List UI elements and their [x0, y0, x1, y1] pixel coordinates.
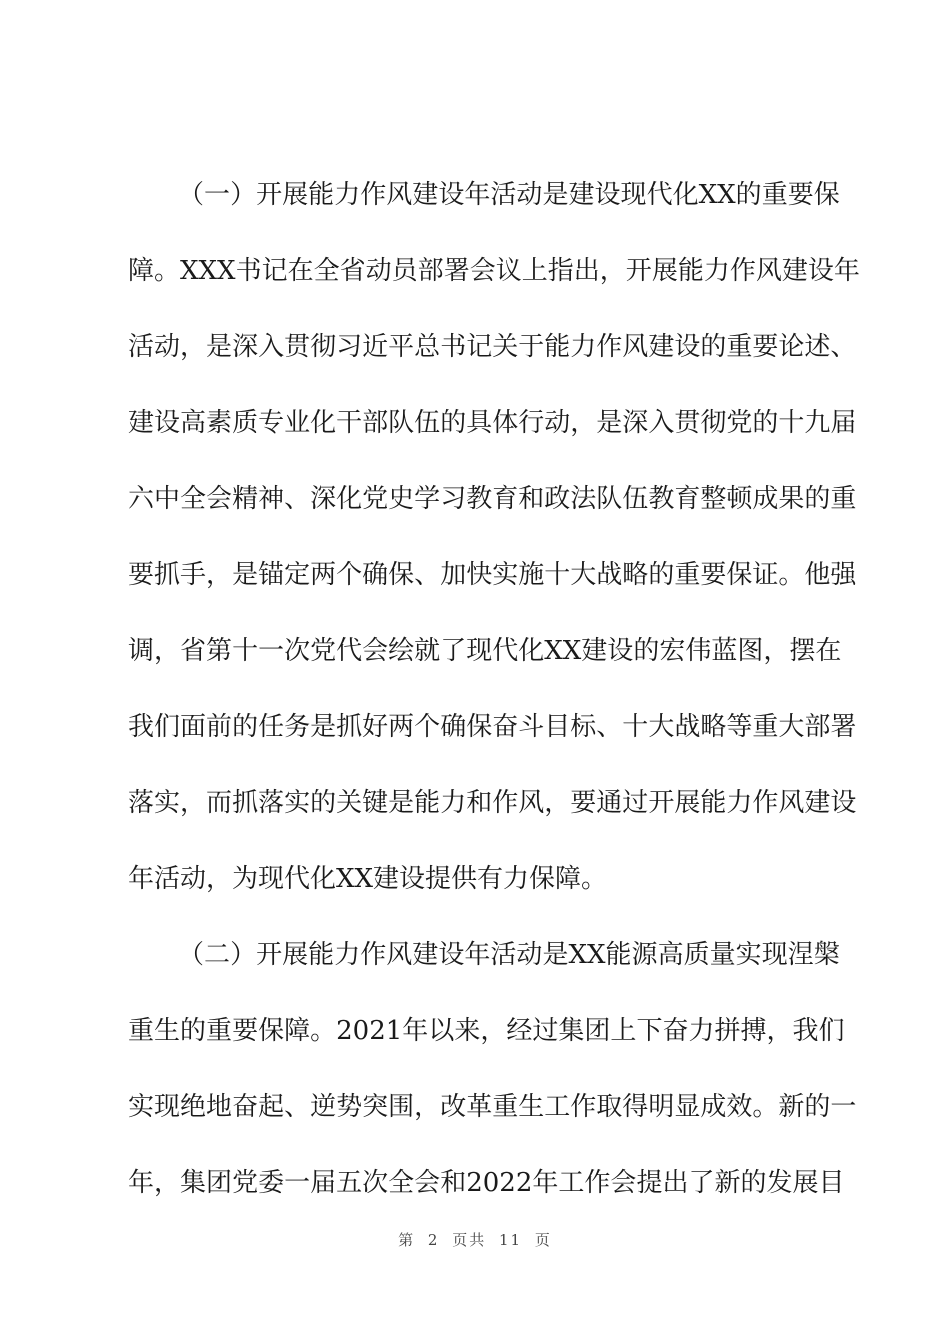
page-number-footer: 第 2 页共 11 页	[398, 1231, 552, 1249]
text-line: 建 设 高 素 质 专 业 化 干 部 队 伍 的 具 体 行 动 ， 是 深 入 贯 彻 党 的 十 九 届	[128, 408, 857, 438]
text-line: 落 实 ， 而 抓 落 实 的 关 键 是 能 力 和 作 风 ， 要 通 过 开 展 能 力 作 风 建 设	[128, 788, 857, 818]
paragraph-1-line-10	[0, 859, 950, 899]
paragraph-2-line-2	[0, 1011, 950, 1051]
paragraph-1-line-4	[0, 403, 950, 443]
paragraph-2-line-3	[0, 1087, 950, 1127]
paragraph-1-line-9	[0, 783, 950, 823]
text-line: 年活动，为现代化XX建设提供有力保障。	[128, 864, 608, 894]
paragraph-1-line-5	[0, 479, 950, 519]
text-line: （ 二 ） 开 展 能 力 作 风 建 设 年 活 动 是 XX 能 源 高 质 量 实 现 涅 槃	[178, 940, 840, 970]
text-line: （ 一 ） 开 展 能 力 作 风 建 设 年 活 动 是 建 设 现 代 化 XX 的 重 要 保	[178, 180, 840, 210]
paragraph-1-line-7	[0, 631, 950, 671]
paragraph-2-line-4	[0, 1163, 950, 1203]
paragraph-1-line-2	[0, 251, 950, 291]
text-line: 实 现 绝 地 奋 起 、 逆 势 突 围 ， 改 革 重 生 工 作 取 得 明 显 成 效 。 新 的 一	[128, 1092, 857, 1122]
text-line: 六 中 全 会 精 神 、 深 化 党 史 学 习 教 育 和 政 法 队 伍 教 育 整 顿 成 果 的 重	[128, 484, 857, 514]
text-line: 年 ， 集 团 党 委 一 届 五 次 全 会 和 2022 年 工 作 会 提 出 了 新 的 发 展 目	[128, 1168, 845, 1198]
text-line: 障 。 XXX 书 记 在 全 省 动 员 部 署 会 议 上 指 出 ， 开 展 能 力 作 风 建 设 年	[128, 256, 860, 286]
text-line: 重 生 的 重 要 保 障 。 2021 年 以 来 ， 经 过 集 团 上 下 奋 力 拼 搏 ， 我 们	[128, 1016, 845, 1046]
text-line: 要 抓 手 ， 是 锚 定 两 个 确 保 、 加 快 实 施 十 大 战 略 的 重 要 保 证 。 他 强	[128, 560, 857, 590]
text-line: 活 动 ， 是 深 入 贯 彻 习 近 平 总 书 记 关 于 能 力 作 风 建 设 的 重 要 论 述 、	[128, 332, 857, 362]
text-line: 调 ， 省 第 十 一 次 党 代 会 绘 就 了 现 代 化 XX 建 设 的 宏 伟 蓝 图 ， 摆 在	[128, 636, 842, 666]
paragraph-2-line-1	[0, 935, 950, 975]
paragraph-1-line-6	[0, 555, 950, 595]
text-line: 我 们 面 前 的 任 务 是 抓 好 两 个 确 保 奋 斗 目 标 、 十 大 战 略 等 重 大 部 署	[128, 712, 857, 742]
paragraph-1-line-3	[0, 327, 950, 367]
paragraph-1-line-8	[0, 707, 950, 747]
paragraph-1-line-1	[0, 175, 950, 215]
